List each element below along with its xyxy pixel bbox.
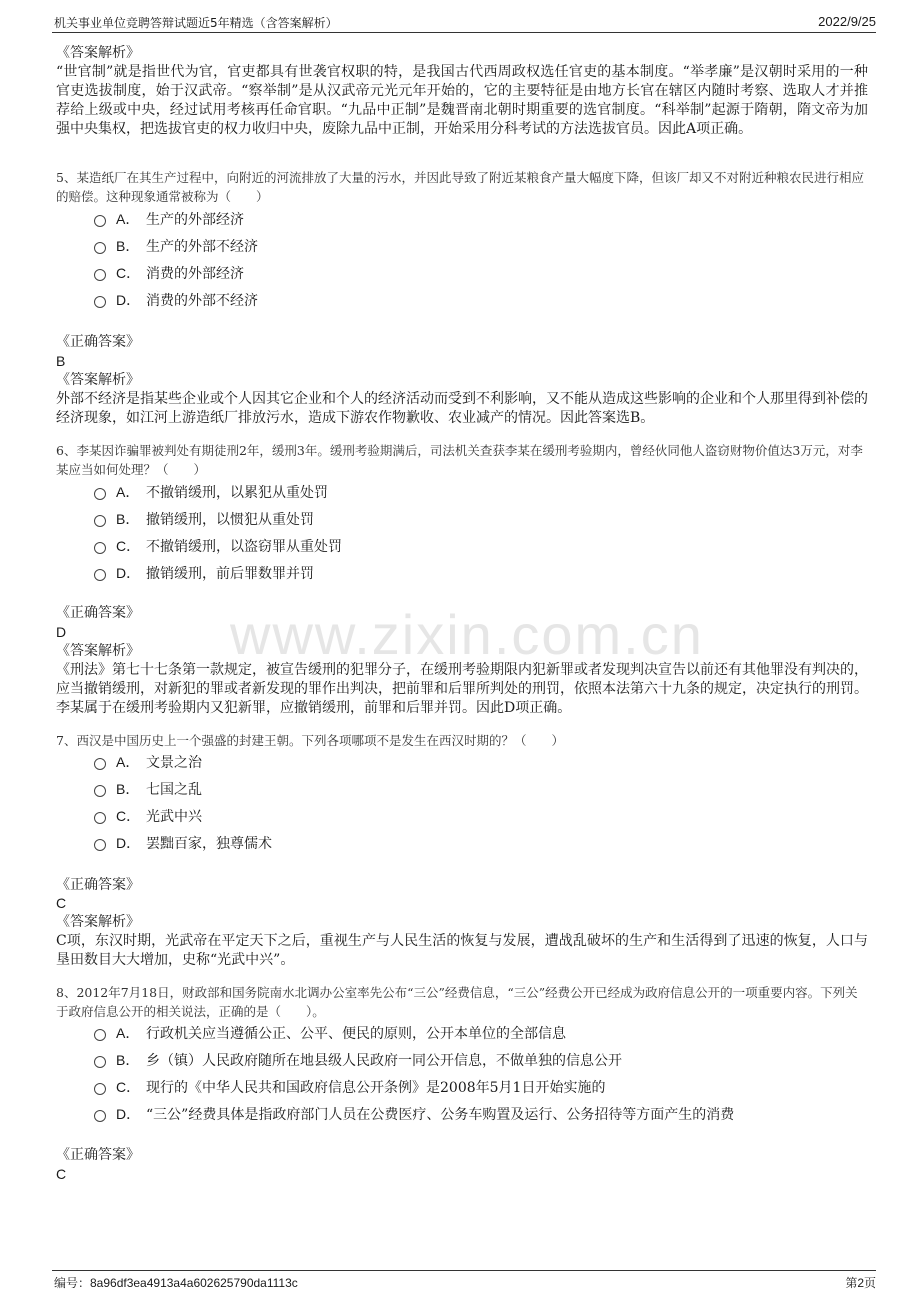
correct-answer-label: 《正确答案》 bbox=[56, 334, 140, 350]
correct-answer-label: 《正确答案》 bbox=[56, 605, 140, 621]
correct-answer: C bbox=[56, 895, 67, 911]
question-5-text: 5、某造纸厂在其生产过程中，向附近的河流排放了大量的污水，并因此导致了附近某粮食产量大幅度下降，但该厂却又不对附近种粮农民进行相应的赔偿。这种现象通常被称为（ ） bbox=[56, 170, 864, 204]
answer-explanation-text: C项，东汉时期，光武帝在平定天下之后，重视生产与人民生活的恢复与发展，遭战乱破坏的生产和生活得到了迅速的恢复，人口与垦田数目大大增加，史称“光武中兴”。 bbox=[56, 933, 868, 968]
document-title: 机关事业单位竞聘答辩试题近5年精选（含答案解析） bbox=[54, 16, 338, 30]
question-6-text: 6、李某因诈骗罪被判处有期徒刑2年，缓刑3年。缓刑考验期满后，司法机关查获李某在缓刑考验期内，曾经伙同他人盗窃财物价值达3万元，对李某应当如何处理？（ ） bbox=[56, 443, 863, 477]
answer-explanation-text: 外部不经济是指某些企业或个人因其它企业和个人的经济活动而受到不利影响，又不能从造成这些影响的企业和个人那里得到补偿的经济现象，如江河上游造纸厂排放污水，造成下游农作物歉收、农业减产的情况。因此答案选B。 bbox=[56, 391, 868, 426]
question-7-text: 7、西汉是中国历史上一个强盛的封建王朝。下列各项哪项不是发生在西汉时期的？（ ） bbox=[56, 733, 564, 748]
radio-icon[interactable] bbox=[94, 812, 106, 824]
q5-option-c[interactable]: C． 消费的外部经济 bbox=[94, 262, 244, 284]
q5-option-b[interactable]: B． 生产的外部不经济 bbox=[94, 235, 258, 257]
q8-option-c[interactable]: C． 现行的《中华人民共和国政府信息公开条例》是2008年5月1日开始实施的 bbox=[94, 1076, 605, 1098]
correct-answer: C bbox=[56, 1166, 67, 1182]
q6-option-d[interactable]: D． 撤销缓刑，前后罪数罪并罚 bbox=[94, 562, 314, 584]
radio-icon[interactable] bbox=[94, 1083, 106, 1095]
q7-option-d[interactable]: D． 罢黜百家，独尊儒术 bbox=[94, 832, 272, 854]
correct-answer-label: 《正确答案》 bbox=[56, 1147, 140, 1163]
q6-option-a[interactable]: A． 不撤销缓刑，以累犯从重处罚 bbox=[94, 481, 328, 503]
radio-icon[interactable] bbox=[94, 839, 106, 851]
question-8-text: 8、2012年7月18日，财政部和国务院南水北调办公室率先公布“三公”经费信息，“三公”经费公开已经成为政府信息公开的一项重要内容。下列关于政府信息公开的相关说法，正确的是（ ）。 bbox=[56, 985, 858, 1019]
q7-option-c[interactable]: C． 光武中兴 bbox=[94, 805, 202, 827]
radio-icon[interactable] bbox=[94, 488, 106, 500]
q5-option-d[interactable]: D． 消费的外部不经济 bbox=[94, 289, 258, 311]
q6-option-b[interactable]: B． 撤销缓刑，以惯犯从重处罚 bbox=[94, 508, 314, 530]
radio-icon[interactable] bbox=[94, 758, 106, 770]
correct-answer: D bbox=[56, 624, 67, 640]
radio-icon[interactable] bbox=[94, 542, 106, 554]
answer-explanation-label: 《答案解析》 bbox=[56, 643, 140, 659]
correct-answer: B bbox=[56, 353, 66, 369]
radio-icon[interactable] bbox=[94, 515, 106, 527]
document-code: 编号：8a96df3ea4913a4a602625790da1113c bbox=[54, 1276, 298, 1290]
correct-answer-label: 《正确答案》 bbox=[56, 877, 140, 893]
document-date: 2022/9/25 bbox=[818, 14, 876, 29]
radio-icon[interactable] bbox=[94, 569, 106, 581]
radio-icon[interactable] bbox=[94, 785, 106, 797]
page-footer bbox=[52, 1270, 876, 1293]
answer-explanation-label: 《答案解析》 bbox=[56, 914, 140, 930]
answer-explanation-text: “世官制”就是指世代为官，官吏都具有世袭官权职的特，是我国古代西周政权选任官吏的基本制度。“举孝廉”是汉朝时采用的一种官吏选拔制度，始于汉武帝。“察举制”是从汉武帝元光元年开始的，它的主要特征是由地方长官在辖区内随时考察、选取人才并推荐给上级或中央，经过试用考核再任命官职。“九品中正制”是魏晋南北朝时期重要的选官制度。“科举制”起源于隋朝，隋文帝为加强中央集权，把选拔官吏的权力收归中央，废除九品中正制，开始采用分科考试的方法选拔官员。因此A项正确。 bbox=[56, 64, 868, 137]
q7-option-b[interactable]: B． 七国之乱 bbox=[94, 778, 202, 800]
page-number: 第2页 bbox=[845, 1276, 876, 1290]
radio-icon[interactable] bbox=[94, 1110, 106, 1122]
radio-icon[interactable] bbox=[94, 269, 106, 281]
radio-icon[interactable] bbox=[94, 296, 106, 308]
page-header bbox=[52, 12, 876, 33]
radio-icon[interactable] bbox=[94, 1029, 106, 1041]
answer-explanation-text: 《刑法》第七十七条第一款规定，被宣告缓刑的犯罪分子，在缓刑考验期限内犯新罪或者发现判决宣告以前还有其他罪没有判决的，应当撤销缓刑，对新犯的罪或者新发现的罪作出判决，把前罪和后罪所判处的刑罚，依照本法第六十九条的规定，决定执行的刑罚。李某属于在缓刑考验期内又犯新罪，应撤销缓刑，前罪和后罪并罚。因此D项正确。 bbox=[56, 662, 868, 716]
watermark: www.zixin.com.cn bbox=[230, 603, 704, 666]
answer-explanation-label: 《答案解析》 bbox=[56, 372, 140, 388]
q8-option-b[interactable]: B． 乡（镇）人民政府随所在地县级人民政府一同公开信息，不做单独的信息公开 bbox=[94, 1049, 622, 1071]
q8-option-d[interactable]: D． “三公”经费具体是指政府部门人员在公费医疗、公务车购置及运行、公务招待等方面产生的消费 bbox=[94, 1103, 734, 1125]
q8-option-a[interactable]: A． 行政机关应当遵循公正、公平、便民的原则，公开本单位的全部信息 bbox=[94, 1022, 566, 1044]
q7-option-a[interactable]: A． 文景之治 bbox=[94, 751, 202, 773]
q6-option-c[interactable]: C． 不撤销缓刑，以盗窃罪从重处罚 bbox=[94, 535, 342, 557]
radio-icon[interactable] bbox=[94, 1056, 106, 1068]
q5-option-a[interactable]: A． 生产的外部经济 bbox=[94, 208, 244, 230]
radio-icon[interactable] bbox=[94, 215, 106, 227]
answer-explanation-label: 《答案解析》 bbox=[56, 45, 140, 61]
radio-icon[interactable] bbox=[94, 242, 106, 254]
